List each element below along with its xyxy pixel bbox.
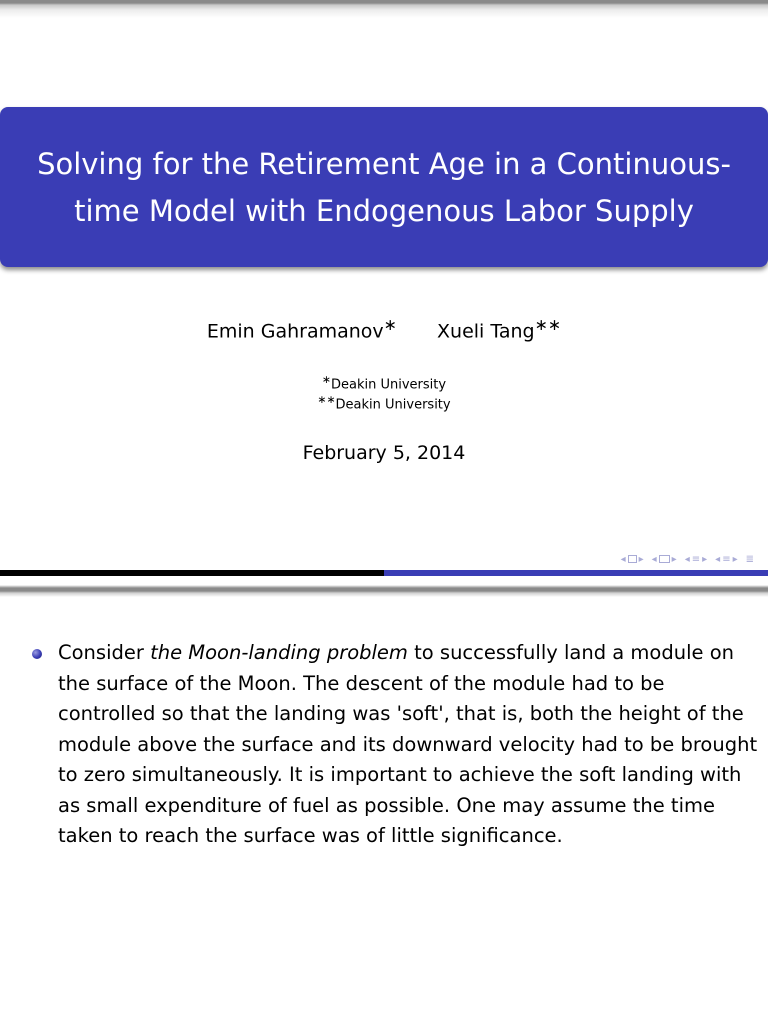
bullet-ball-icon [32,649,42,659]
bullet-item [30,638,762,852]
presentation-date: February 5, 2014 [302,442,466,464]
affiliation-name: Deakin University [331,377,447,393]
bullet-list [30,638,762,852]
author-name: Emin Gahramanov [206,320,384,343]
bullet-text-start: Consider [58,641,151,664]
affiliation [0,390,768,415]
affiliation-name: Deakin University [335,397,451,413]
nav-right-arrow-icon[interactable]: ▸ [671,553,677,565]
slide-top-rule [0,0,768,18]
progress-fill [0,570,384,576]
slide-top-rule [0,577,768,597]
nav-left-arrow-icon[interactable]: ◂ [620,553,626,565]
progress-bar [0,570,768,576]
nav-left-arrow-icon[interactable]: ◂ [651,553,657,565]
affiliation-mark: ∗ [321,373,331,386]
bullet-emphasis: the Moon-landing problem [150,641,408,664]
content-slide [0,577,768,1024]
nav-frame-control[interactable] [652,554,677,565]
presentation-title: Solving for the Retirement Age in a Continuous-time Model with Endogenous Labor Supply [37,147,731,228]
nav-left-arrow-icon[interactable]: ◂ [684,553,690,565]
bullet-text-rest: to successfully land a module on the surface of the Moon. The descent of the module had to be controlled so that the landing was 'soft', that is, both the height of the module above the surface and its downward velocity had to be brought to zero simultaneously. It is important to achieve the soft landing with as small expenditure of fuel as possible. One may assume the time taken to reach the surface was of little significance. [58,641,758,847]
nav-slide-control[interactable] [621,554,644,565]
title-box [0,107,768,267]
author-name: Xueli Tang [437,320,535,343]
affiliation-mark: ∗∗ [317,393,336,406]
author-mark: ∗ [383,315,397,334]
nav-frame-icon[interactable] [659,555,670,563]
author-mark: ∗∗ [534,315,562,334]
author-line [0,310,768,346]
nav-align-icon[interactable]: ≣ [745,553,754,565]
nav-right-arrow-icon[interactable]: ▸ [732,553,738,565]
nav-section-control[interactable] [715,554,737,565]
nav-left-arrow-icon[interactable]: ◂ [715,553,721,565]
nav-slide-icon[interactable] [628,555,637,563]
nav-subsection-icon[interactable]: ≡ [691,553,701,565]
nav-subsection-control[interactable] [685,554,707,565]
navigation-bar [621,548,754,570]
nav-right-arrow-icon[interactable]: ▸ [638,553,644,565]
nav-section-icon[interactable]: ≡ [722,553,731,565]
nav-right-arrow-icon[interactable]: ▸ [702,553,708,565]
